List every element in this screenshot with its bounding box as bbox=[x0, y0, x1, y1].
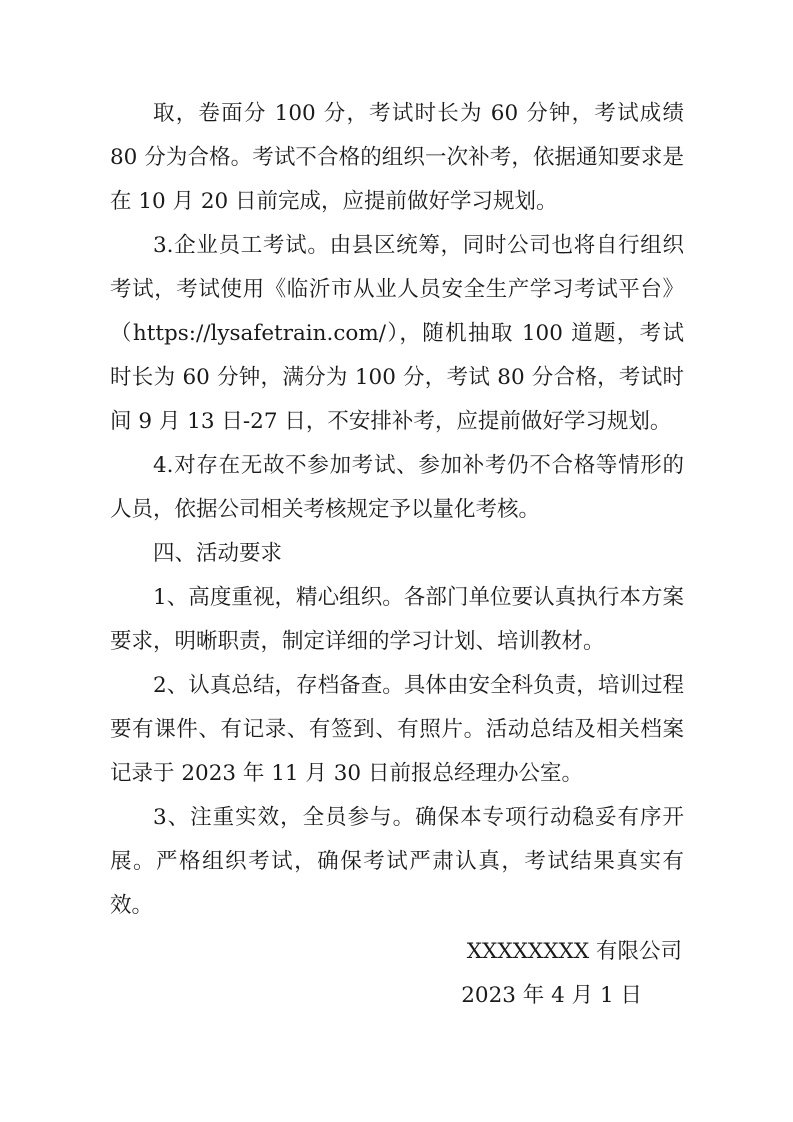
section-heading-activity-requirements: 四、活动要求 bbox=[153, 541, 283, 566]
paragraph-item-3-employee-exam: 3.企业员工考试。由县区统筹，同时公司也将自行组织考试，考试使用《临沂市从业人员安全生产学习考试平台》（https://lysafetrain.com/），随机抽取 100 道题，考试时长为 60 分钟，满分为 100 分，考试 80 分合格，考试时间 9 月 13 日-27 日，不安排补考，应提前做好学习规划。 bbox=[110, 233, 684, 434]
paragraph-requirement-2-summary: 2、认真总结，存档备查。具体由安全科负责，培训过程要有课件、有记录、有签到、有照片。活动总结及相关档案记录于 2023 年 11 月 30 日前报总经理办公室。 bbox=[110, 673, 684, 786]
signature-date: 2023 年 4 月 1 日 bbox=[461, 983, 642, 1008]
paragraph-exam-scoring: 取，卷面分 100 分，考试时长为 60 分钟，考试成绩 80 分为合格。考试不合格的组织一次补考，依据通知要求是在 10 月 20 日前完成，应提前做好学习规划。 bbox=[110, 101, 684, 214]
paragraph-requirement-1-attention: 1、高度重视，精心组织。各部门单位要认真执行本方案要求，明晰职责，制定详细的学习计划、培训教材。 bbox=[110, 585, 684, 654]
paragraph-requirement-3-effectiveness: 3、注重实效，全员参与。确保本专项行动稳妥有序开展。严格组织考试，确保考试严肃认真，考试结果真实有效。 bbox=[110, 805, 684, 918]
document-body bbox=[110, 92, 684, 928]
signature-organization: XXXXXXXX 有限公司 bbox=[466, 939, 682, 964]
signature-block bbox=[110, 930, 684, 1018]
paragraph-item-4-absent-penalty: 4.对存在无故不参加考试、参加补考仍不合格等情形的人员，依据公司相关考核规定予以量化考核。 bbox=[110, 453, 684, 522]
